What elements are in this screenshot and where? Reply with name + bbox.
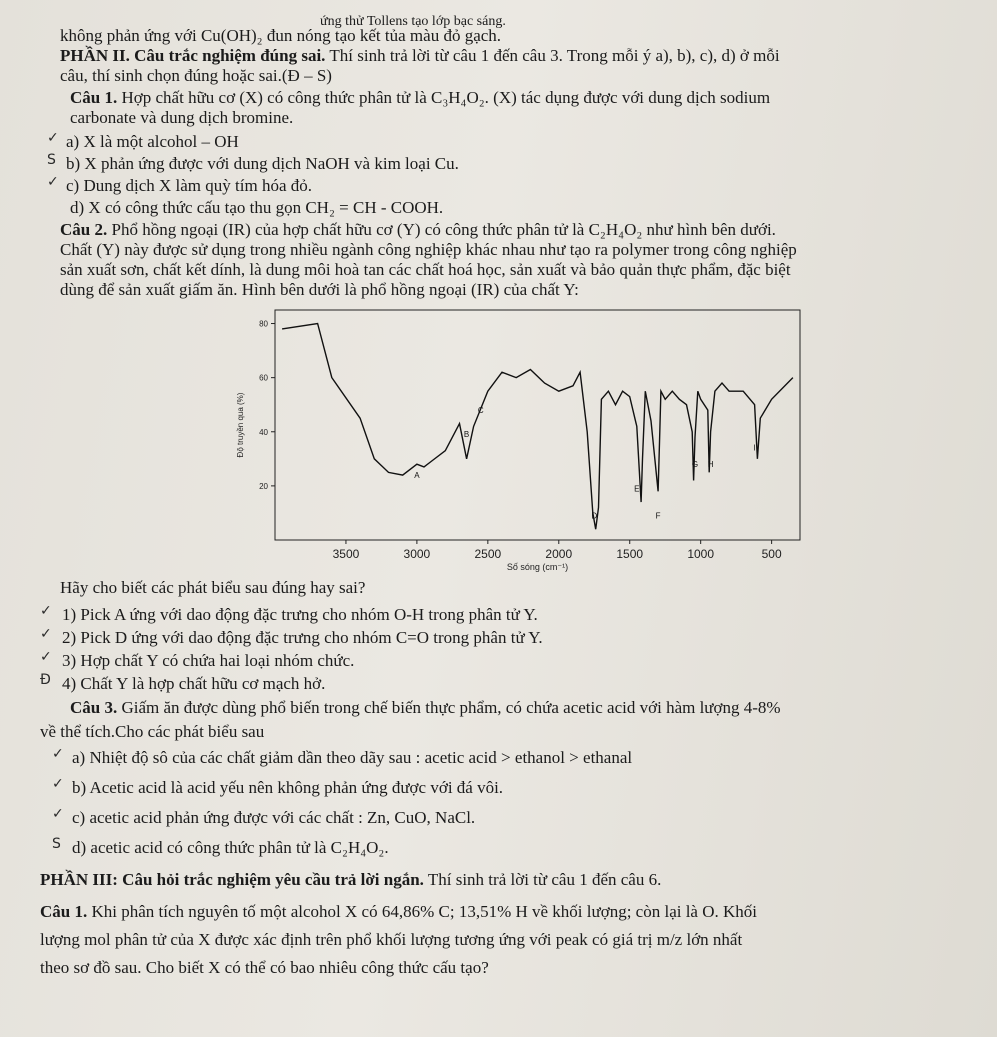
x-tick-label: 1500 xyxy=(616,547,644,561)
text-line: Hãy cho biết các phát biểu sau đúng hay sai? xyxy=(60,578,366,597)
ir-spectrum-chart xyxy=(220,300,810,585)
text-line: ứng thử Tollens tạo lớp bạc sáng. xyxy=(320,14,506,29)
tick-mark-icon: ✓ xyxy=(52,746,64,762)
section-heading xyxy=(40,870,661,890)
tick-mark-icon: ✓ xyxy=(47,130,59,146)
text-line: câu, thí sinh chọn đúng hoặc sai.(Đ – S) xyxy=(60,66,332,85)
tick-mark-icon: S xyxy=(47,152,56,168)
peak-label-h: H xyxy=(707,459,714,469)
question-text: Phổ hồng ngoại (IR) của hợp chất hữu cơ (Y) có công thức phân tử là C₂H₄O₂ như hình bên dưới. xyxy=(111,220,776,239)
peak-label-i: I xyxy=(753,443,756,453)
statement-item: a) X là một alcohol – OH xyxy=(66,132,239,151)
section-heading xyxy=(60,46,780,66)
statement-item: c) Dung dịch X làm quỳ tím hóa đỏ. xyxy=(66,176,312,195)
statement-item: a) Nhiệt độ sô của các chất giảm dần theo dãy sau : acetic acid > ethanol > ethanal xyxy=(72,748,633,767)
statement-item: b) Acetic acid là acid yếu nên không phản ứng được với đá vôi. xyxy=(72,778,504,797)
tick-mark-icon: ✓ xyxy=(40,603,52,619)
x-tick-label: 500 xyxy=(761,547,782,561)
question-number: Câu 2. xyxy=(60,220,108,239)
tick-mark-icon: ✓ xyxy=(47,174,59,190)
text-line: Thí sinh trả lời từ câu 1 đến câu 3. Trong mỗi ý a), b), c), d) ở mỗi xyxy=(329,46,780,65)
statement-item: 2) Pick D ứng với dao động đặc trưng cho nhóm C=O trong phân tử Y. xyxy=(62,628,543,647)
text-line: theo sơ đồ sau. Cho biết X có thể có bao nhiêu công thức cấu tạo? xyxy=(40,958,489,977)
peak-label-b: B xyxy=(463,430,470,440)
x-tick-label: 2000 xyxy=(545,547,573,561)
statement-item: d) acetic acid có công thức phân tử là C₂H₄O₂. xyxy=(72,838,389,857)
peak-label-f: F xyxy=(655,511,661,521)
statement-item: 3) Hợp chất Y có chứa hai loại nhóm chức. xyxy=(62,651,355,670)
tick-mark-icon: ✓ xyxy=(40,649,52,665)
text-line: carbonate và dung dịch bromine. xyxy=(70,108,294,127)
y-tick-label: 20 xyxy=(259,481,268,491)
y-tick-label: 40 xyxy=(259,427,268,437)
question-text: Khi phân tích nguyên tố một alcohol X có 64,86% C; 13,51% H về khối lượng; còn lại là O. Khối xyxy=(91,902,758,921)
tick-mark-icon: ✓ xyxy=(40,626,52,642)
peak-label-a: A xyxy=(414,470,420,480)
text-line: không phản ứng với Cu(OH)₂ đun nóng tạo kết tủa màu đỏ gạch. xyxy=(60,26,502,45)
y-axis-label: Độ truyền qua (%) xyxy=(236,392,245,458)
text-line: lượng mol phân tử của X được xác định trên phổ khối lượng tương ứng với peak có giá trị m/z lớn nhất xyxy=(40,930,743,949)
question-text: Hợp chất hữu cơ (X) có công thức phân tử là C₃H₄O₂. (X) tác dụng được với dung dịch sodium xyxy=(121,88,771,107)
question-1 xyxy=(70,88,770,108)
text-line: sản xuất sơn, chất kết dính, là dung môi hoà tan các chất hoá học, sản xuất và bảo quản thực phẩm, đặc biệt xyxy=(60,260,791,279)
question-3 xyxy=(70,698,781,718)
peak-label-c: C xyxy=(477,405,484,415)
question-text: Giấm ăn được dùng phổ biến trong chế biến thực phẩm, có chứa acetic acid với hàm lượng 4-8% xyxy=(121,698,781,717)
peak-label-e: E xyxy=(634,484,640,494)
x-tick-label: 3500 xyxy=(332,547,360,561)
x-tick-label: 1000 xyxy=(687,547,715,561)
series-line xyxy=(282,324,793,530)
peak-label-g: G xyxy=(691,459,699,469)
x-tick-label: 2500 xyxy=(474,547,502,561)
y-tick-label: 60 xyxy=(259,373,268,383)
peak-label-d: D xyxy=(591,511,598,521)
question-number: Câu 3. xyxy=(70,698,118,717)
statement-item: d) X có công thức cấu tạo thu gọn CH₂ = CH - COOH. xyxy=(70,198,444,217)
question-p3-1 xyxy=(40,902,757,922)
tick-mark-icon: S xyxy=(52,836,61,852)
section-title: PHẦN III: Câu hỏi trắc nghiệm yêu cầu trả lời ngắn. xyxy=(40,870,424,889)
text-line: dùng để sản xuất giấm ăn. Hình bên dưới là phổ hồng ngoại (IR) của chất Y: xyxy=(60,280,579,299)
x-axis-label: Số sóng (cm⁻¹) xyxy=(506,562,569,572)
statement-item: c) acetic acid phản ứng được với các chất : Zn, CuO, NaCl. xyxy=(72,808,476,827)
plot-frame xyxy=(275,310,800,540)
statement-item: 1) Pick A ứng với dao động đặc trưng cho nhóm O-H trong phân tử Y. xyxy=(62,605,538,624)
x-tick-label: 3000 xyxy=(403,547,431,561)
text-line: Chất (Y) này được sử dụng trong nhiều ngành công nghiệp khác nhau như tạo ra polymer trong công nghiệp xyxy=(60,240,797,259)
tick-mark-icon: Đ xyxy=(40,672,51,688)
question-number: Câu 1. xyxy=(70,88,118,107)
statement-item: b) X phản ứng được với dung dịch NaOH và kim loại Cu. xyxy=(66,154,459,173)
section-title: PHẦN II. Câu trắc nghiệm đúng sai. xyxy=(60,46,326,65)
tick-mark-icon: ✓ xyxy=(52,806,64,822)
text-line: về thể tích.Cho các phát biểu sau xyxy=(40,722,265,741)
statement-item: 4) Chất Y là hợp chất hữu cơ mạch hở. xyxy=(62,674,326,693)
question-2 xyxy=(60,220,776,240)
question-number: Câu 1. xyxy=(40,902,88,921)
text-line: Thí sinh trả lời từ câu 1 đến câu 6. xyxy=(427,870,662,889)
tick-mark-icon: ✓ xyxy=(52,776,64,792)
y-tick-label: 80 xyxy=(259,319,268,329)
